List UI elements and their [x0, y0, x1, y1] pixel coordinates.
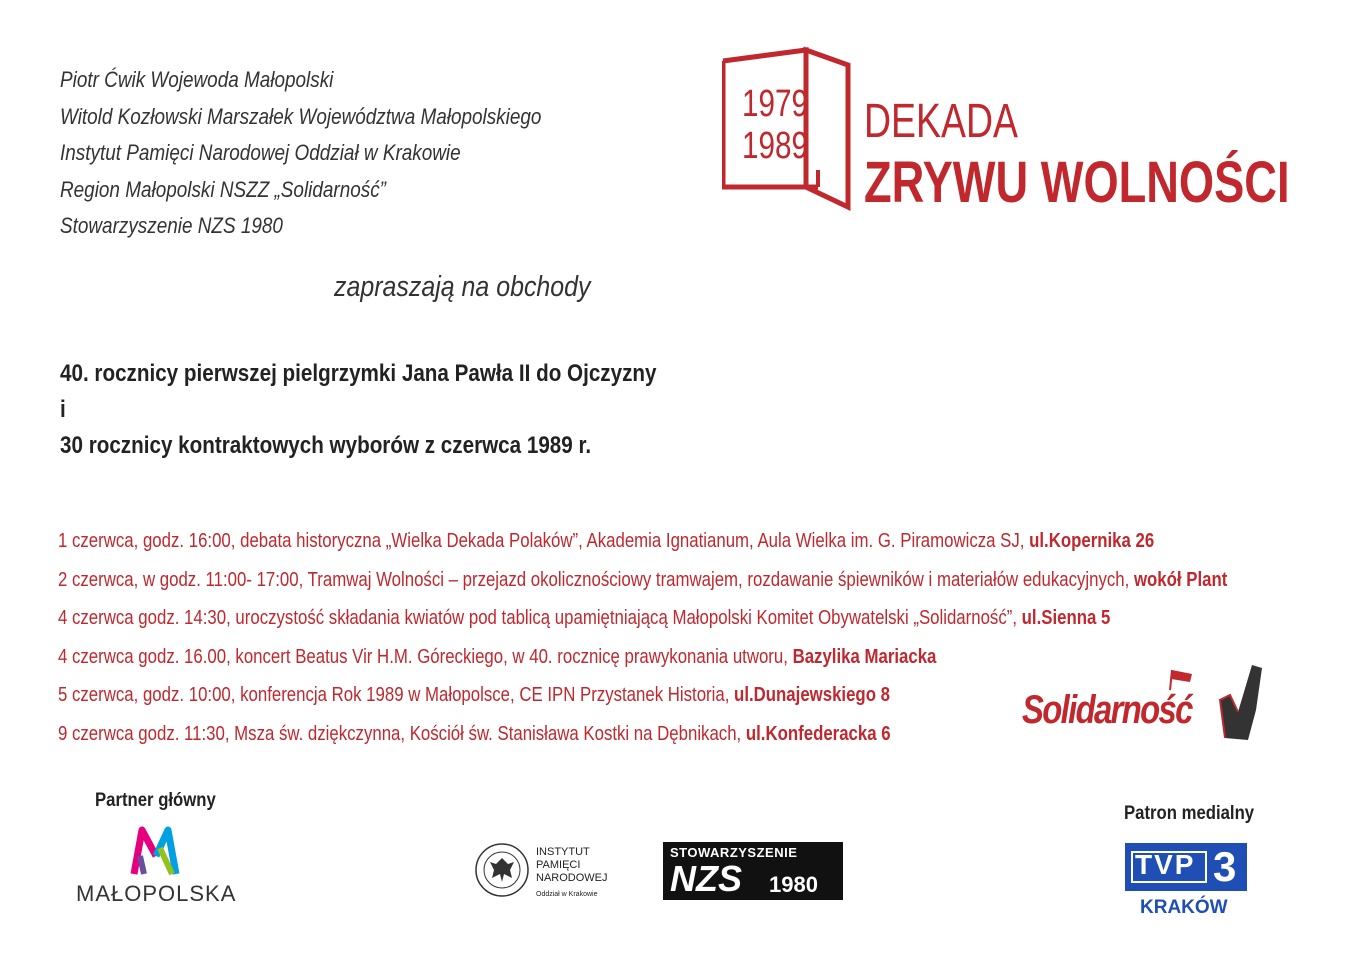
- invite-text: zapraszają na obchody: [334, 271, 591, 303]
- logo-line1: DEKADA: [864, 95, 1018, 148]
- event-place: wokół Plant: [1133, 568, 1228, 591]
- malopolska-m-icon: [130, 826, 182, 876]
- event-description: 2 czerwca, w godz. 11:00- 17:00, Tramwaj Wolności – przejazd okolicznościowy tramwajem, rozdawanie śpiewników i materiałów edukacyjnych,: [58, 568, 1134, 591]
- event-description: 4 czerwca godz. 14:30, uroczystość składania kwiatów pod tablicą upamiętniającą Małopolski Komitet Obywatelski „Solidarność”,: [58, 607, 1022, 629]
- ipn-line2: PAMIĘCI: [536, 859, 581, 871]
- ipn-line4: Oddział w Krakowie: [536, 891, 598, 898]
- organizer-line: Instytut Pamięci Narodowej Oddział w Krakowie: [60, 140, 461, 165]
- ipn-line1: INSTYTUT: [536, 846, 590, 858]
- nzs-logo: [663, 842, 843, 900]
- ipn-line3: NARODOWEJ: [536, 872, 608, 884]
- event-description: 1 czerwca, godz. 16:00, debata historyczna „Wielka Dekada Polaków”, Akademia Ignatianum, Aula Wielka im. G. Piramowicza SJ,: [58, 530, 1030, 552]
- solidarnosc-wordmark: Solidarność: [1022, 688, 1192, 732]
- nzs-year: 1980: [769, 872, 818, 897]
- tvp3-logo: [1125, 843, 1247, 891]
- organizer-line: Piotr Ćwik Wojewoda Małopolski: [60, 67, 334, 92]
- occasion-heading: [60, 356, 754, 464]
- tvp-letters: TVP: [1135, 849, 1196, 880]
- organizer-line: Region Małopolski NSZZ „Solidarność”: [60, 176, 386, 202]
- event-place: Bazylika Mariacka: [792, 645, 937, 668]
- logo-years: [742, 83, 808, 167]
- event-description: 9 czerwca godz. 11:30, Msza św. dziękczynna, Kościół św. Stanisława Kostki na Dębnikach,: [58, 722, 746, 745]
- media-label: Patron medialny: [1124, 803, 1255, 824]
- occasion-line2: i: [60, 396, 66, 423]
- event-item: [58, 561, 1227, 600]
- organizer-line: Witold Kozłowski Marszałek Województwa Małopolskiego: [60, 103, 542, 129]
- logo-line2: ZRYWU WOLNOŚCI: [864, 150, 1290, 215]
- solidarnosc-logo: [1020, 660, 1270, 750]
- nzs-name: NZS: [670, 858, 742, 899]
- event-item: [58, 522, 1227, 561]
- ipn-text: [536, 846, 608, 901]
- event-item: [58, 599, 1227, 638]
- logo-year-end: 1989: [742, 125, 808, 167]
- organizers-list: [60, 62, 620, 245]
- logo-year-start: 1979: [742, 83, 808, 125]
- tvp-city: KRAKÓW: [1140, 897, 1228, 918]
- occasion-line3: 30 rocznicy kontraktowych wyborów z czerwca 1989 r.: [60, 432, 592, 459]
- event-place: ul.Konfederacka 6: [745, 722, 891, 745]
- event-place: ul.Sienna 5: [1021, 607, 1111, 629]
- event-description: 4 czerwca godz. 16.00, koncert Beatus Vir H.M. Góreckiego, w 40. rocznicę prawykonania utworu,: [58, 645, 793, 668]
- nzs-top-text: STOWARZYSZENIE: [670, 845, 798, 860]
- occasion-line1: 40. rocznicy pierwszej pielgrzymki Jana Pawła II do Ojczyzny: [60, 360, 657, 387]
- partner-label: Partner główny: [95, 790, 216, 811]
- event-place: ul.Kopernika 26: [1029, 530, 1155, 552]
- organizer-line: Stowarzyszenie NZS 1980: [60, 213, 283, 238]
- tvp-number: 3: [1213, 843, 1237, 890]
- ipn-eagle-icon: [474, 842, 530, 898]
- dekada-zrywu-wolnosci-logo: [722, 45, 1302, 215]
- partner-name: MAŁOPOLSKA: [76, 881, 237, 906]
- event-description: 5 czerwca, godz. 10:00, konferencja Rok 1989 w Małopolsce, CE IPN Przystanek Historia,: [58, 684, 735, 706]
- event-place: ul.Dunajewskiego 8: [734, 684, 890, 706]
